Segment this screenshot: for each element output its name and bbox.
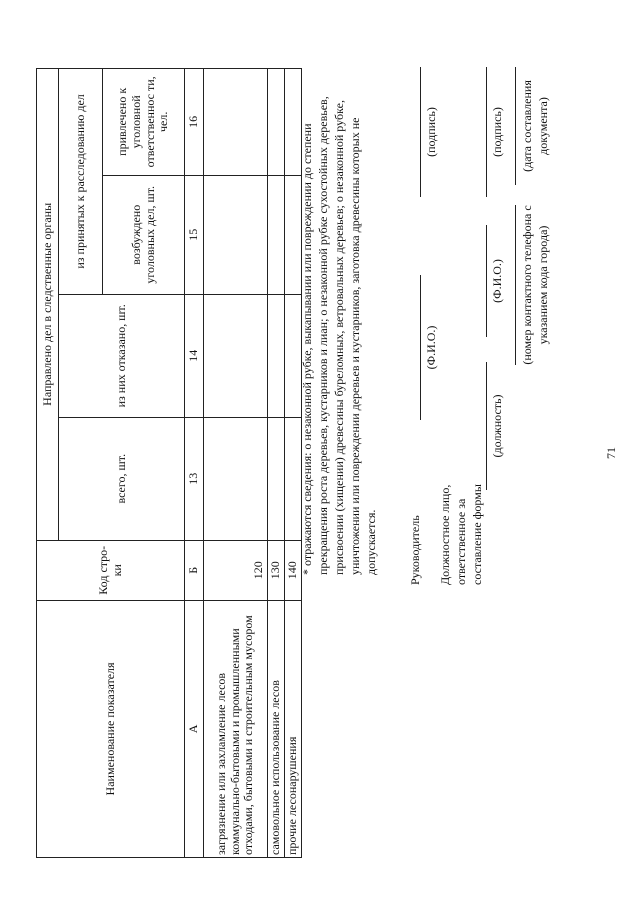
index-cell: А xyxy=(185,600,204,857)
table-row xyxy=(284,69,301,858)
data-cell xyxy=(204,69,268,176)
data-cell xyxy=(204,417,268,540)
data-cell xyxy=(284,294,301,417)
table-row xyxy=(268,69,285,858)
responsible-position-line xyxy=(486,362,487,490)
header-row-code: Код стро-ки xyxy=(37,540,185,600)
data-cell xyxy=(268,294,285,417)
index-cell: 14 xyxy=(185,294,204,417)
responsible-fio-line xyxy=(486,225,487,337)
header-total: всего, шт. xyxy=(59,417,185,540)
head-fio-caption: (Ф.И.О.) xyxy=(424,325,438,370)
data-cell xyxy=(284,417,301,540)
data-cell xyxy=(268,175,285,294)
row-code: 120 xyxy=(204,540,268,600)
header-indicator-name: Наименование показателя xyxy=(37,600,185,857)
date-caption: (дата составления документа) xyxy=(520,80,551,172)
responsible-signature-line xyxy=(486,67,487,197)
header-criminal-liability: привлечено к уголовной ответственнос ти, чел. xyxy=(103,69,185,176)
header-criminal-cases: возбуждено уголовных дел, шт. xyxy=(103,175,185,294)
phone-line xyxy=(515,205,516,365)
head-signature-line xyxy=(420,67,421,197)
responsible-position-caption: (должность) xyxy=(490,394,504,458)
index-cell: 15 xyxy=(185,175,204,294)
footnote: * отражаются сведения: о незаконной рубке, выкапывании или повреждении до степени прекращения роста деревьев, кустарников и лиан; о незаконной рубке сухостойных деревьев, присвоении (хищении) древесины буреломных, ветровальных деревьев; о незаконной рубке, уничтожении или повреждении деревьев и кустарников, заготовка древесины которых не допускается. xyxy=(300,96,378,575)
index-cell: 13 xyxy=(185,417,204,540)
row-code: 130 xyxy=(268,540,285,600)
date-line xyxy=(515,67,516,185)
row-name: загрязнение или захламление лесов коммунально-бытовыми и промышленными отходами, бытовыми и строительным мусором xyxy=(204,600,268,857)
page-number: 71 xyxy=(604,447,618,459)
index-cell: Б xyxy=(185,540,204,600)
row-code: 140 xyxy=(284,540,301,600)
phone-caption: (номер контактного телефона с указанием кода города) xyxy=(520,205,551,365)
data-cell xyxy=(284,69,301,176)
data-cell xyxy=(204,294,268,417)
head-signature-caption: (подпись) xyxy=(424,107,438,157)
row-name: самовольное использование лесов xyxy=(268,600,285,857)
header-accepted-group: из принятых к расследованию дел xyxy=(59,69,103,295)
index-cell: 16 xyxy=(185,69,204,176)
data-cell xyxy=(284,175,301,294)
data-cell xyxy=(268,69,285,176)
report-table xyxy=(36,68,302,858)
data-cell xyxy=(204,175,268,294)
head-label: Руководитель xyxy=(408,515,422,585)
responsible-label: Должностное лицо, ответственное за составление формы xyxy=(438,484,485,585)
index-row xyxy=(185,69,204,858)
row-name: прочие лесонарушения xyxy=(284,600,301,857)
header-sent-to-investigation: Направлено дел в следственные органы xyxy=(37,69,59,541)
data-cell xyxy=(268,417,285,540)
head-fio-line xyxy=(420,275,421,420)
responsible-signature-caption: (подпись) xyxy=(490,107,504,157)
table-row xyxy=(204,69,268,858)
responsible-fio-caption: (Ф.И.О.) xyxy=(490,259,504,303)
header-refused: из них отказано, шт. xyxy=(59,294,185,417)
